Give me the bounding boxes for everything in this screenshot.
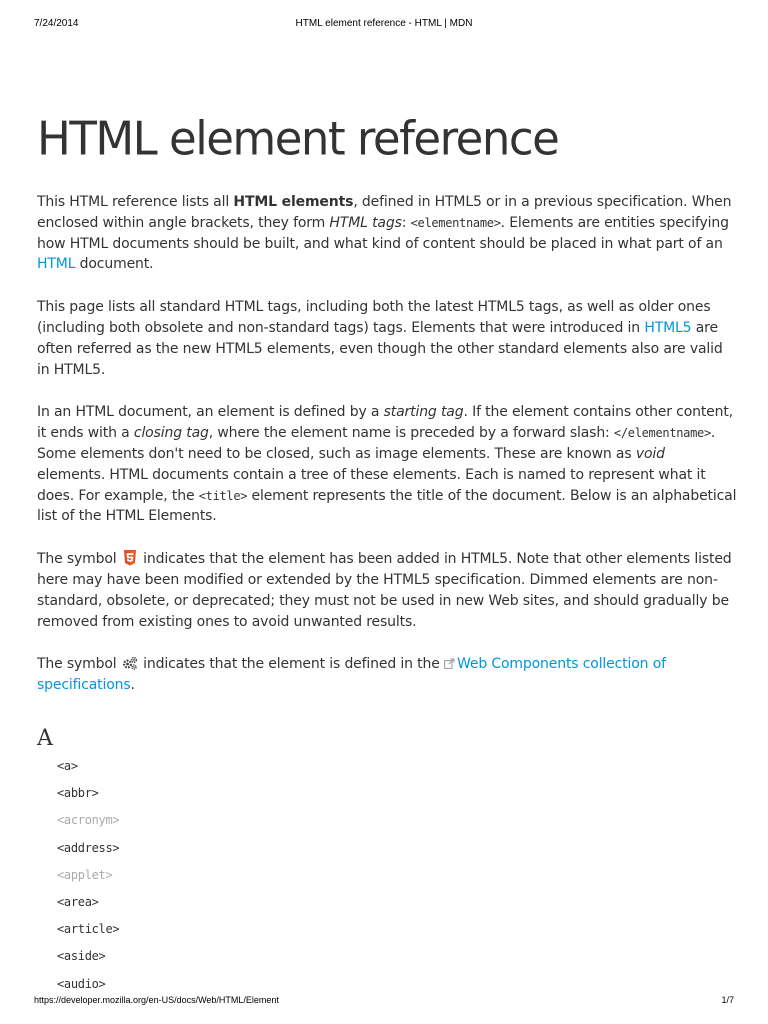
list-item[interactable]: <address> [57, 840, 120, 855]
web-components-gears-icon [122, 656, 138, 670]
web-components-link[interactable]: Web Components collection of specifications [37, 656, 666, 694]
html-tags-term: HTML tags [329, 214, 402, 231]
list-item[interactable]: <abbr> [57, 786, 99, 801]
html5-shield-icon [123, 550, 137, 566]
print-date: 7/24/2014 [34, 18, 79, 29]
page-number: 1/7 [721, 995, 734, 1005]
void-term: void [635, 445, 665, 462]
web-components-symbol-paragraph: The symbol indicates that the element is defined in the Web Components collection of specifications. [37, 656, 666, 694]
list-item[interactable]: <audio> [57, 976, 106, 991]
closing-tag-term: closing tag [133, 425, 209, 442]
list-item[interactable]: <a> [57, 759, 78, 773]
tags-paragraph: This page lists all standard HTML tags, including both the latest HTML5 tags, as well as older ones (including both obsolete and non-standard tags) tags. Elements that were introduced in HTML5 are often referred as the new HTML5 elements, even though the other standard elements also are valid in HTML5. [37, 299, 723, 378]
elementname-code: <elementname> [410, 215, 501, 230]
article-body [37, 108, 737, 718]
external-link-icon [444, 655, 455, 666]
section-heading-a: A [37, 726, 53, 751]
html-elements-term: HTML elements [233, 194, 354, 210]
list-item[interactable]: <aside> [57, 949, 106, 964]
print-footer [0, 995, 768, 1009]
html-link[interactable]: HTML [37, 256, 76, 273]
page-title: HTML element reference [37, 111, 559, 166]
intro-paragraph: This HTML reference lists all HTML elements, defined in HTML5 or in a previous specification. When enclosed within angle brackets, they form HTML tags: <elementname>. Elements are entities specifying how HTML documents should be built, and what kind of content should be placed in what part of an HTML document. [37, 194, 732, 273]
list-item[interactable]: <area> [57, 894, 99, 909]
html5-link[interactable]: HTML5 [644, 319, 692, 336]
html5-symbol-paragraph: The symbol indicates that the element has been added in HTML5. Note that other elements listed here may have been modified or extended by the HTML5 specification. Dimmed elements are non-standard, obsolete, or deprecated; they must not be used in new Web sites, and should gradually be removed from existing ones to avoid unwanted results. [37, 551, 732, 630]
print-header [0, 18, 768, 32]
list-item[interactable]: <applet> [57, 867, 113, 882]
closing-elementname-code: </elementname> [613, 426, 711, 441]
element-list-a [57, 757, 119, 1002]
list-item[interactable]: <acronym> [57, 813, 120, 828]
title-tag-code: <title> [198, 488, 248, 503]
list-item[interactable]: <article> [57, 922, 120, 937]
element-definition-paragraph: In an HTML document, an element is defined by a starting tag. If the element contains other content, it ends with a closing tag, where the element name is preceded by a forward slash: </elementname>. Some elements don't need to be closed, such as image elements. These are known as void elements. HTML documents contain a tree of these elements. Each is named to represent what it does. For example, the <title> element represents the title of the document. Below is an alphabetical list of the HTML Elements. [37, 404, 737, 525]
print-document-title: HTML element reference - HTML | MDN [295, 18, 473, 29]
starting-tag-term: starting tag [383, 404, 464, 421]
print-url: https://developer.mozilla.org/en-US/docs/Web/HTML/Element [34, 995, 279, 1005]
